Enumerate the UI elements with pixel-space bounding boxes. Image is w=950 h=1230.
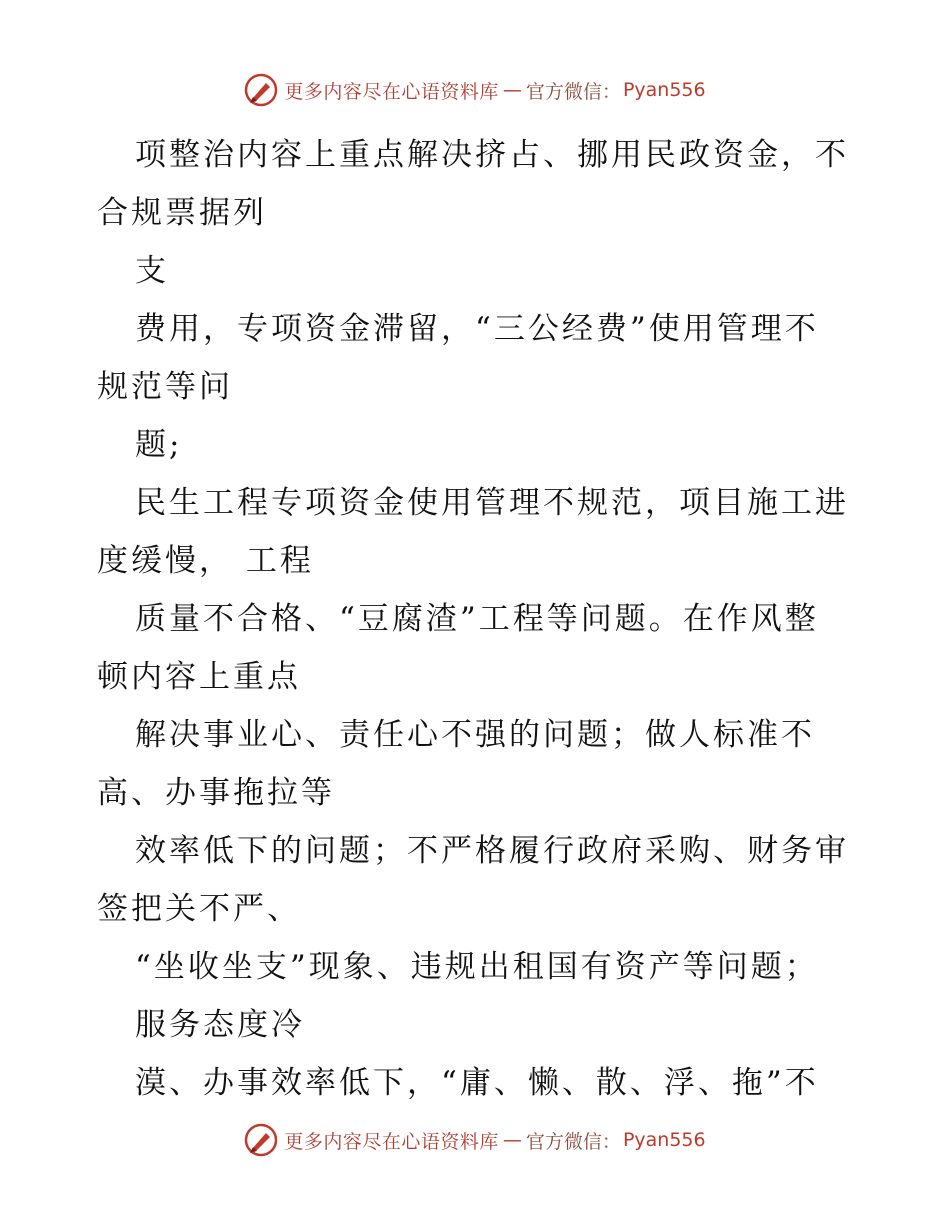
footer-banner <box>0 1120 950 1160</box>
text-line: 题; <box>135 427 183 463</box>
banner-promo-text: 更多内容尽在心语资料库 <box>284 1130 499 1153</box>
banner-wechat-id: Pyan556 <box>622 79 706 101</box>
text-line: 支 <box>135 253 169 289</box>
banner-wechat-label: 官方微信： <box>525 1130 621 1153</box>
banner-separator: — <box>502 79 522 101</box>
text-line: 民生工程专项资金使用管理不规范，项目施工进 <box>135 485 849 521</box>
text-line: 顿内容上重点 <box>97 659 301 695</box>
text-line: 度缓慢， 工程 <box>97 543 314 579</box>
pen-logo-icon <box>244 73 278 107</box>
text-line: 解决事业心、责任心不强的问题；做人标准不 <box>135 717 815 753</box>
text-line: 漠、办事效率低下，“庸、懒、散、浮、拖”不 <box>135 1065 819 1101</box>
pen-logo-icon <box>244 1123 278 1157</box>
text-line: 服务态度冷 <box>135 1007 305 1043</box>
text-line: 合规票据列 <box>97 195 267 231</box>
banner-separator: — <box>502 1129 522 1151</box>
text-line: 签把关不严、 <box>97 891 301 927</box>
text-line: “坐收坐支”现象、违规出租国有资产等问题； <box>135 949 819 985</box>
text-line: 质量不合格、“豆腐渣”工程等问题。在作风整 <box>135 601 819 637</box>
document-body <box>97 126 857 1112</box>
banner-promo-text: 更多内容尽在心语资料库 <box>284 80 499 103</box>
text-line: 规范等问 <box>97 369 233 405</box>
banner-wechat-id: Pyan556 <box>622 1129 706 1151</box>
text-line: 高、办事拖拉等 <box>97 775 335 811</box>
text-line: 项整治内容上重点解决挤占、挪用民政资金，不 <box>135 137 849 173</box>
banner-wechat-label: 官方微信： <box>525 80 621 103</box>
text-line: 费用，专项资金滞留，“三公经费”使用管理不 <box>135 311 819 347</box>
text-line: 效率低下的问题；不严格履行政府采购、财务审 <box>135 833 849 869</box>
header-banner <box>0 70 950 110</box>
